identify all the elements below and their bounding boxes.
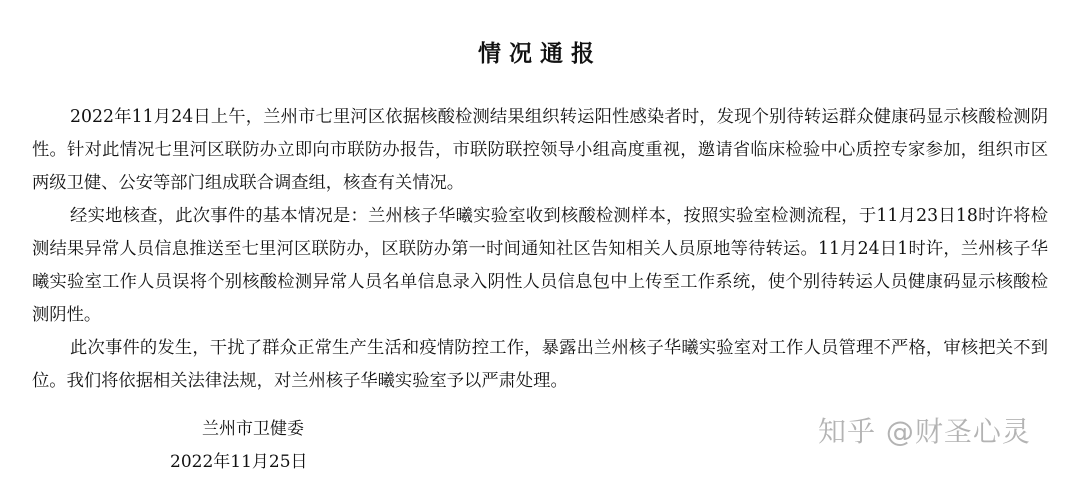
- signature-organization: 兰州市卫健委: [202, 419, 304, 439]
- paragraph-3: 此次事件的发生，干扰了群众正常生产生活和疫情防控工作，暴露出兰州核子华曦实验室对工作人员管理不严格，审核把关不到位。我们将依据相关法律法规，对兰州核子华曦实验室予以严肃处理。: [32, 338, 1048, 391]
- signature-date: 2022年11月25日: [170, 452, 308, 472]
- paragraph-1: 2022年11月24日上午，兰州市七里河区依据核酸检测结果组织转运阳性感染者时，发现个别待转运群众健康码显示核酸检测阴性。针对此情况七里河区联防办立即向市联防办报告，市联防联控领导小组高度重视，邀请省临床检验中心质控专家参加，组织市区两级卫健、公安等部门组成联合调查组，核查有关情况。: [32, 107, 1048, 193]
- document-title: 情况通报: [478, 40, 602, 67]
- paragraph-2: 经实地核查，此次事件的基本情况是：兰州核子华曦实验室收到核酸检测样本，按照实验室检测流程，于11月23日18时许将检测结果异常人员信息推送至七里河区联防办，区联防办第一时间通知社区告知相关人员原地等待转运。11月24日1时许，兰州核子华曦实验室工作人员误将个别核酸检测异常人员名单信息录入阴性人员信息包中上传至工作系统，使个别待转运人员健康码显示核酸检测阴性。: [32, 206, 1048, 325]
- document-body: [32, 101, 1048, 398]
- zhihu-watermark: 知乎 @财圣心灵: [818, 415, 1031, 448]
